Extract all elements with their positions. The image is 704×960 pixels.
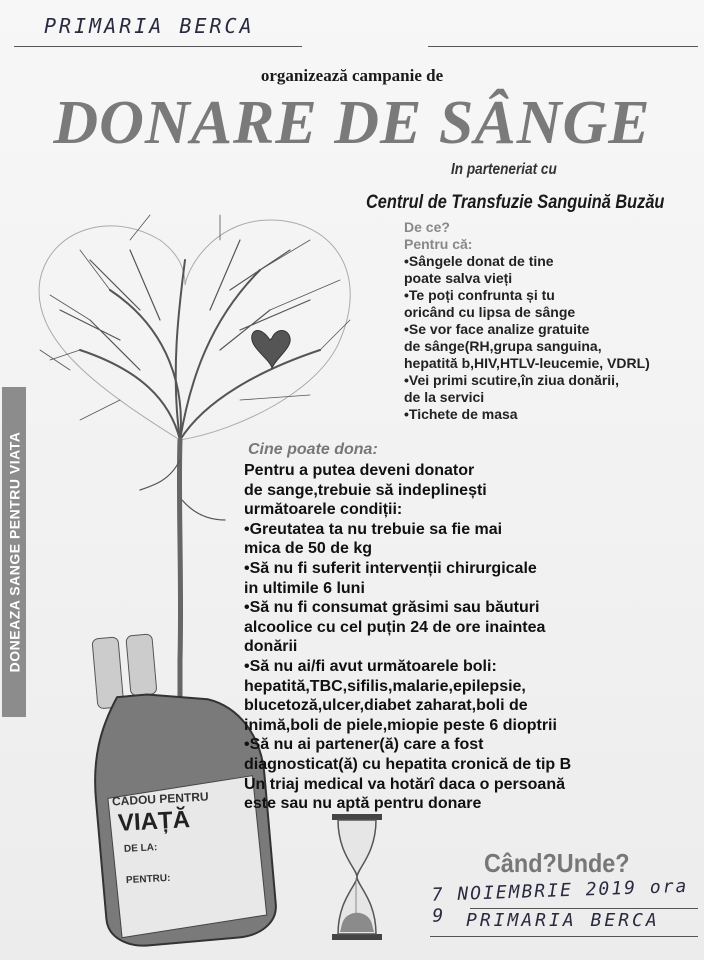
why-line: oricând cu lipsa de sânge	[404, 304, 576, 320]
when-where-heading: Când?Unde?	[484, 848, 630, 878]
date-underline	[470, 908, 698, 909]
who-line: in ultimile 6 luni	[244, 579, 365, 597]
why-line: de sânge(RH,grupa sanguina,	[404, 338, 602, 354]
header-line-left	[14, 46, 302, 47]
why-answer-intro: Pentru că:	[404, 236, 473, 252]
bag-label-from: DE LA:	[123, 842, 158, 855]
who-line: •Să nu fi consumat grăsimi sau băuturi	[244, 599, 540, 617]
bag-label-line2: VIAȚĂ	[117, 806, 191, 837]
who-heading: Cine poate dona:	[248, 441, 378, 458]
page-title: DONARE DE SÂNGE	[53, 89, 651, 157]
who-line: blucetoză,ulcer,diabet zaharat,boli de	[244, 697, 528, 715]
header-handwritten-name: PRIMARIA BERCA	[44, 14, 255, 38]
place-underline	[430, 936, 698, 937]
who-line: următoarele condiții:	[244, 501, 403, 519]
why-line: •Sângele donat de tine	[404, 253, 554, 269]
who-line: diagnosticat(ă) cu hepatita cronică de tip B	[244, 755, 572, 773]
who-list	[244, 461, 571, 814]
side-banner	[2, 387, 26, 717]
partner-name: Centrul de Transfuzie Sanguină Buzău	[366, 192, 665, 213]
side-banner-text: DONEAZA SANGE PENTRU VIATA	[6, 431, 23, 673]
subtitle: organizează campanie de	[260, 66, 444, 85]
header-line-right	[428, 46, 698, 47]
place-handwritten: PRIMARIA BERCA	[466, 910, 660, 931]
partner-label: In parteneriat cu	[451, 161, 557, 178]
why-line: •Se vor face analize gratuite	[404, 321, 590, 337]
who-line: este sau nu aptă pentru donare	[244, 795, 482, 813]
why-line: •Vei primi scutire,în ziua donării,	[404, 372, 619, 388]
who-line: mica de 50 de kg	[244, 540, 373, 558]
who-line: •Să nu fi suferit intervenții chirurgicale	[244, 559, 537, 577]
why-line: hepatită b,HIV,HTLV-leucemie, VDRL)	[404, 355, 650, 371]
why-question: De ce?	[404, 219, 450, 235]
who-line: inimă,boli de piele,miopie peste 6 dioptrii	[244, 716, 557, 734]
who-section	[244, 461, 571, 814]
who-line: Pentru a putea deveni donator	[244, 462, 475, 479]
who-line: •Să nu ai partener(ă) care a fost	[244, 736, 484, 754]
why-line: poate salva vieți	[404, 270, 513, 286]
who-line: hepatită,TBC,sifilis,malarie,epilepsie,	[244, 677, 526, 695]
who-line: •Să nu ai/fi avut următoarele boli:	[244, 657, 497, 675]
why-line: de la servici	[404, 389, 485, 405]
why-line: •Te poți confrunta și tu	[404, 287, 555, 303]
why-section	[404, 219, 650, 423]
why-list	[404, 253, 650, 423]
why-line: •Tichete de masa	[404, 406, 518, 422]
who-line: alcoolice cu cel puțin 24 de ore inaintea	[244, 618, 546, 636]
date-handwritten: 7 NOIEMBRIE 2019 ora 9	[431, 875, 689, 927]
who-line: donării	[244, 638, 298, 656]
bag-label-line1: CADOU PENTRU	[111, 789, 209, 809]
who-line: de sange,trebuie să indeplinești	[244, 481, 487, 499]
bag-label-to: PENTRU:	[125, 872, 171, 887]
who-line: Un triaj medical va hotărî daca o persoană	[244, 775, 565, 793]
who-line: •Greutatea ta nu trebuie sa fie mai	[244, 520, 503, 538]
